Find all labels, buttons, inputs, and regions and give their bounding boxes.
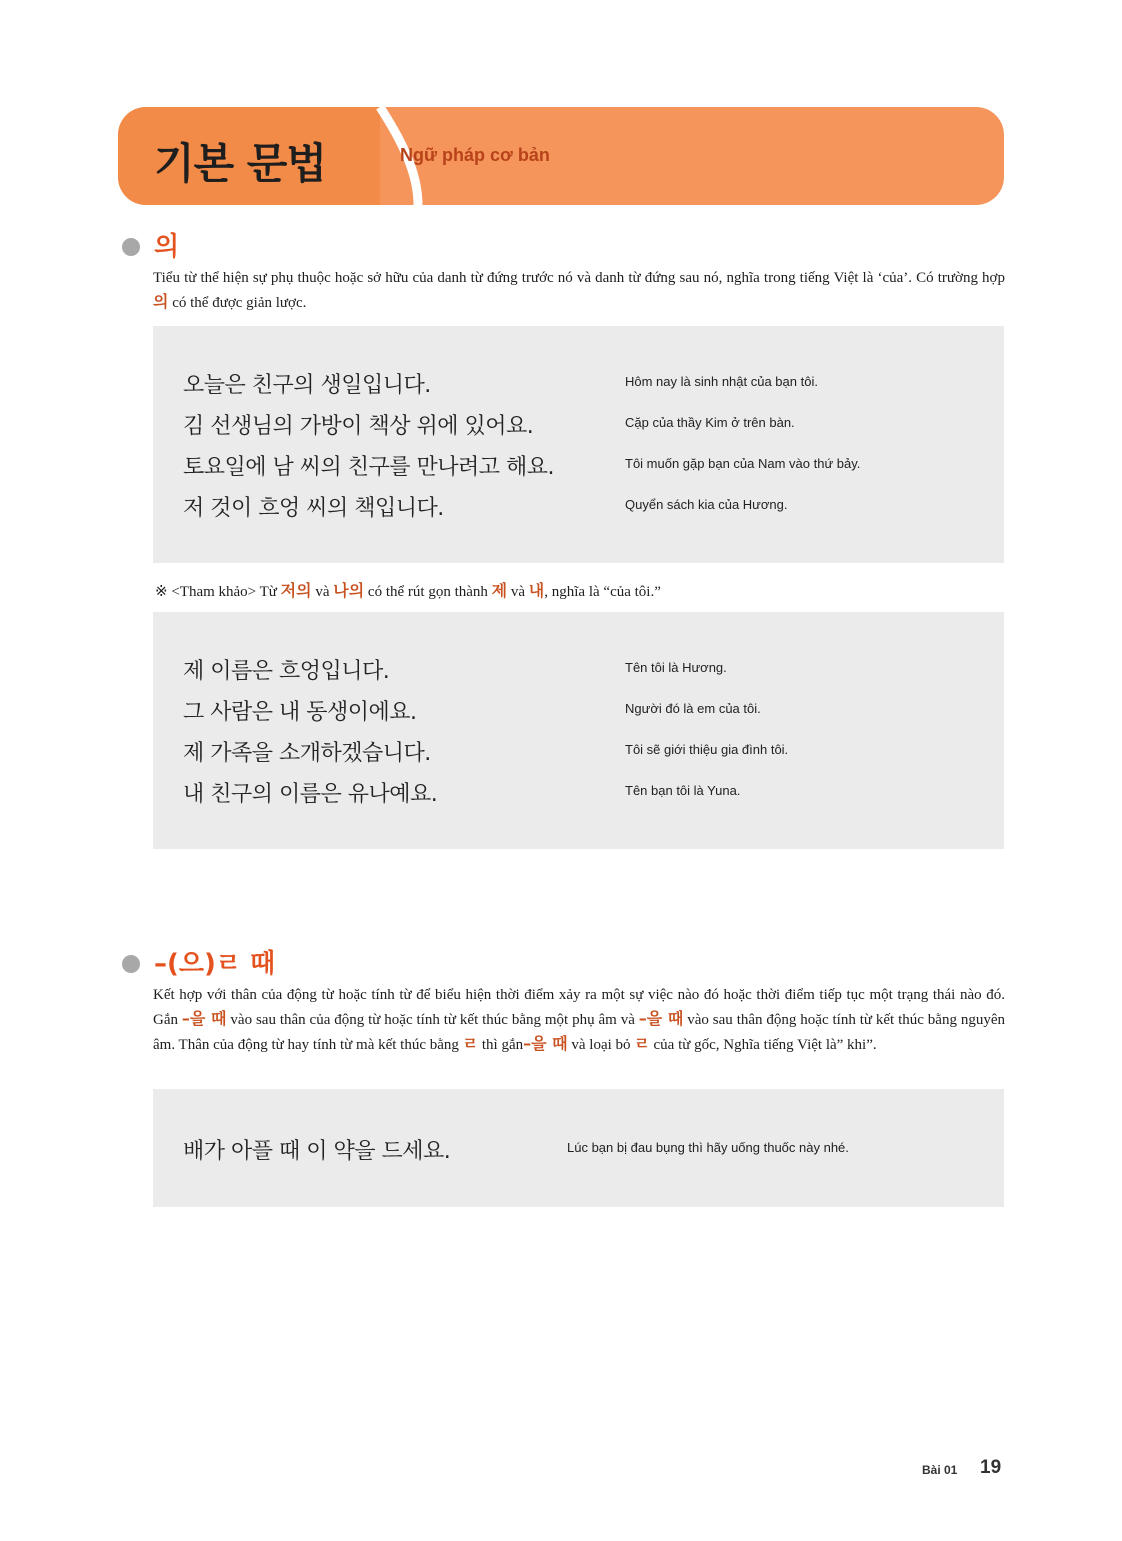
desc-text: vào sau thân của động từ hoặc tính từ kết thúc bằng một phụ âm và — [230, 1012, 635, 1028]
example-row — [153, 777, 1004, 817]
note-text: , nghĩa là “của tôi.” — [544, 584, 661, 600]
example-vietnamese: Tên bạn tôi là Yuna. — [625, 783, 741, 798]
section-header-banner — [118, 107, 1004, 205]
page-number: 19 — [980, 1457, 1002, 1478]
example-row — [153, 450, 1004, 490]
example-vietnamese: Tôi muốn gặp bạn của Nam vào thứ bảy. — [625, 456, 861, 471]
note-text: ※ <Tham khảo> Từ — [155, 584, 277, 600]
desc-text: vào sau thân động hoặc tính từ kết thúc bằng nguyên âm. Thân của động từ hay tính từ mà kết thúc bằng — [153, 1012, 1006, 1053]
highlight-term: 나의 — [333, 581, 365, 600]
example-box-2 — [153, 612, 1004, 849]
section-1-description — [153, 266, 1005, 315]
note-text: có thể rút gọn thành — [367, 584, 488, 600]
example-korean: 제 이름은 흐엉입니다. — [183, 659, 390, 684]
highlight-term: 제 — [491, 581, 508, 600]
lesson-label: Bài 01 — [922, 1463, 958, 1477]
highlight-term: 내 — [528, 581, 545, 600]
highlight-term: –을 때 — [181, 1009, 227, 1028]
example-korean: 그 사람은 내 동생이에요. — [183, 700, 417, 725]
example-vietnamese: Lúc bạn bị đau bụng thì hãy uống thuốc này nhé. — [567, 1140, 849, 1155]
example-korean: 오늘은 친구의 생일입니다. — [183, 373, 431, 398]
desc-text: thì gắn — [481, 1037, 524, 1053]
reference-note — [155, 578, 661, 601]
note-text: và — [315, 584, 330, 600]
example-korean: 저 것이 흐엉 씨의 책입니다. — [183, 496, 444, 521]
example-row — [153, 654, 1004, 694]
highlight-term: ㄹ — [462, 1034, 479, 1053]
example-vietnamese: Tôi sẽ giới thiệu gia đình tôi. — [625, 742, 789, 757]
example-row — [153, 491, 1004, 531]
desc-text: và loại bỏ — [571, 1037, 631, 1053]
highlight-term: –을 때 — [523, 1034, 568, 1053]
desc-text: của từ gốc, Nghĩa tiếng Việt là” khi”. — [653, 1037, 877, 1053]
section-1-title: 의 — [154, 232, 180, 262]
example-row — [153, 368, 1004, 408]
section-2-title: –(으)ㄹ 때 — [154, 949, 276, 979]
example-korean: 김 선생님의 가방이 책상 위에 있어요. — [183, 414, 534, 439]
example-vietnamese: Cặp của thầy Kim ở trên bàn. — [625, 415, 795, 430]
example-vietnamese: Tên tôi là Hương. — [625, 660, 727, 675]
highlight-term: 저의 — [280, 581, 312, 600]
section-2-description — [153, 983, 1005, 1057]
header-subtitle: Ngữ pháp cơ bản — [400, 145, 550, 165]
desc-text: có thể được giản lược. — [172, 295, 307, 311]
example-korean: 토요일에 남 씨의 친구를 만나려고 해요. — [183, 455, 554, 480]
example-box-1 — [153, 326, 1004, 563]
desc-text: Kết hợp với thân của động từ hoặc tính từ để biểu hiện thời điểm xảy ra một sự việc nào đó hoặc thời điểm tiếp tục một trạng thái nào đó. Gắn — [153, 987, 1005, 1028]
example-vietnamese: Quyển sách kia của Hương. — [625, 497, 788, 512]
example-korean: 내 친구의 이름은 유나예요. — [183, 782, 438, 807]
highlight-term: ㄹ — [634, 1034, 650, 1053]
example-korean: 제 가족을 소개하겠습니다. — [183, 741, 431, 766]
header-title: 기본 문법 — [154, 139, 326, 188]
example-row — [153, 736, 1004, 776]
example-row — [153, 1134, 1004, 1174]
example-korean: 배가 아플 때 이 약을 드세요. — [183, 1139, 451, 1164]
highlight-term: 의 — [153, 292, 169, 311]
example-vietnamese: Hôm nay là sinh nhật của bạn tôi. — [625, 374, 818, 389]
bullet-dot-icon — [122, 238, 140, 256]
desc-text: Tiểu từ thể hiện sự phụ thuộc hoặc sở hữu của danh từ đứng trước nó và danh từ đứng sau nó, nghĩa trong tiếng Việt là ‘của’. Có trường hợp — [153, 270, 1005, 286]
bullet-dot-icon — [122, 955, 140, 973]
example-row — [153, 695, 1004, 735]
highlight-term: –을 때 — [638, 1009, 684, 1028]
example-vietnamese: Người đó là em của tôi. — [625, 701, 761, 716]
example-row — [153, 409, 1004, 449]
example-box-3 — [153, 1089, 1004, 1207]
note-text: và — [510, 584, 526, 600]
